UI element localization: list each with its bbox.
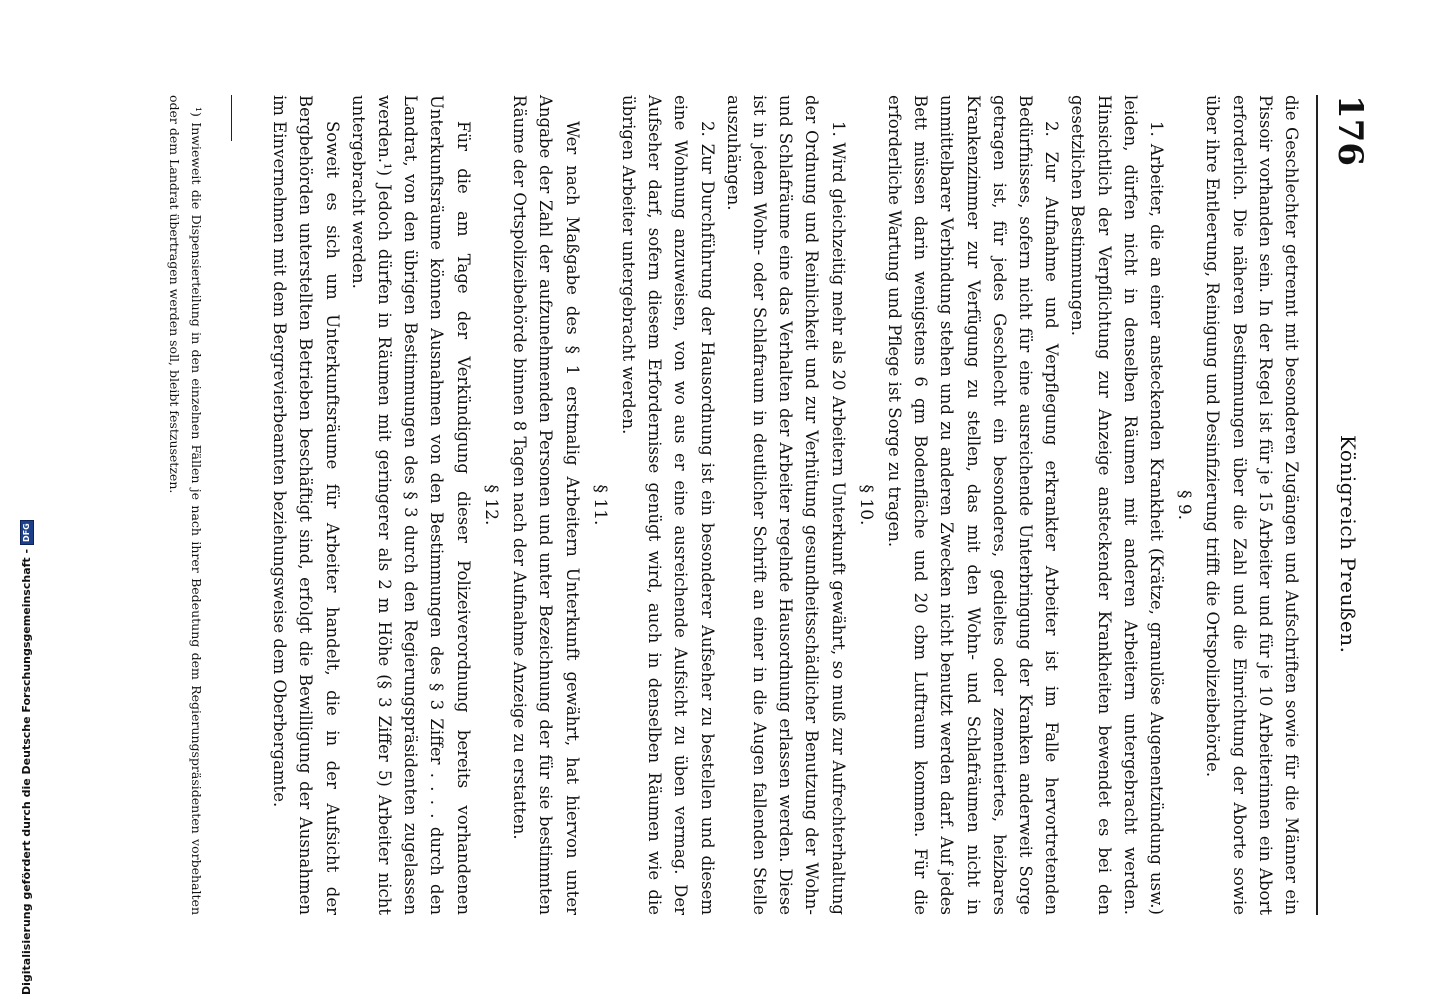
running-head: Königreich Preußen. <box>1336 435 1360 654</box>
footnote-rule <box>231 95 232 141</box>
footnote: ¹) Inwieweit die Dispensierteilung in den einzelnen Fällen je nach ihrer Bedeutung dem Regierungspräsidenten vorbehalten oder dem Landrat übertragen werden soll, bleibt festzusetzen. <box>167 95 205 915</box>
section-10-paragraph-2: 2. Zur Durchführung der Hausordnung ist ein besonderer Aufseher zu bestellen und diesem eine Wohnung anzuweisen, von wo aus er eine ausreichende Aufsicht zu üben vermag. Der Aufseher darf, sofern diesem Erfordernisse genügt wird, auch in denselben Räumen wie die übrigen Arbeiter untergebracht werden. <box>618 95 717 915</box>
page-header <box>1320 95 1370 915</box>
section-10-heading: § 10. <box>855 484 876 526</box>
section-10-paragraph-1: 1. Wird gleichzeitig mehr als 20 Arbeitern Unterkunft gewährt, so muß zur Aufrechterhaltung der Ordnung und Reinlichkeit und zur Verhütung gesundheitsschädlicher Benutzung der Wohn- und Schlafräume eine das Verhalten der Arbeiter regelnde Hausordnung erlassen werden. Diese ist in jedem Wohn- oder Schlafraum in deutlicher Schrift an einer in die Augen fallenden Stelle auszuhängen. <box>723 95 848 915</box>
dfg-logo-icon: DFG <box>20 520 34 545</box>
intro-paragraph: die Geschlechter getrennt mit besonderen Zugängen und Aufschriften sowie für die Männer ein Pissoir vorhanden sein. In der Regel ist für je 15 Arbeiter und für je 10 Arbeiterinnen ein Abort erforderlich. Die näheren Bestimmungen über die Zahl und die Einrichtung der Aborte sowie über ihre Entleerung, Reinigung und Desinfizierung trifft die Ortspolizeibehörde. <box>1203 95 1301 915</box>
digitization-credit <box>20 520 34 995</box>
section-12-paragraph-1: Für die am Tage der Verkündigung dieser Polizeiverordnung bereits vorhandenen Unterkunftsräume können Ausnahmen von den Bestimmungen des § 3 Ziffer . . . . durch den Landrat, von den übrigen Bestimmungen des § 3 durch den Regierungspräsidenten zugelassen werden.¹) Jedoch dürfen in Räumen mit geringerer als 2 m Höhe (§ 3 Ziffer 5) Arbeiter nicht untergebracht werden. <box>348 95 473 915</box>
document-page <box>100 95 1370 915</box>
page-number: 176 <box>1330 95 1370 166</box>
section-12-heading: § 12. <box>480 484 501 526</box>
credit-text: Digitalisierung gefördert durch die Deutsche Forschungsgemeinschaft - <box>20 548 33 995</box>
section-11-heading: § 11. <box>589 484 610 526</box>
section-12-paragraph-2: Soweit es sich um Unterkunftsräume für Arbeiter handelt, die in der Aufsicht der Bergbehörden unterstellten Betrieben beschäftigt sind, erfolgt die Bewilligung der Ausnahmen im Einvernehmen mit dem Bergrevierbeamten beziehungsweise dem Oberbergamte. <box>270 95 342 915</box>
section-9-paragraph-2: 2. Zur Aufnahme und Verpflegung erkrankter Arbeiter ist im Falle hervortretenden Bedürfnisses, sofern nicht für eine ausreichende Unterbringung der Kranken anderweit Sorge getragen ist, für jedes Geschlecht ein besonderes, gedieltes oder zementiertes, heizbares Krankenzimmer zur Verfügung zu stellen, das mit den Wohn- und Schlafräumen nicht in unmittelbarer Verbindung stehen und zu anderen Zwecken nicht benutzt werden darf. Auf jedes Bett müssen darin wenigstens 6 qm Bodenfläche und 20 cbm Luftraum kommen. Für die erforderliche Wartung und Pflege ist Sorge zu tragen. <box>884 95 1062 915</box>
body-text <box>266 95 1304 915</box>
section-11-paragraph-1: Wer nach Maßgabe des § 1 erstmalig Arbeitern Unterkunft gewährt, hat hiervon unter Angabe der Zahl der aufzunehmenden Personen und unter Bezeichnung der für sie bestimmten Räume der Ortspolizeibehörde binnen 8 Tagen nach der Aufnahme Anzeige zu erstatten. <box>510 95 582 915</box>
section-9-paragraph-1: 1. Arbeiter, die an einer ansteckenden Krankheit (Krätze, granulöse Augenentzündung usw.) leiden, dürfen nicht in denselben Räumen mit anderen Arbeitern untergebracht werden. Hinsichtlich der Verpflichtung zur Anzeige ansteckender Krankheiten bewendet es bei den gesetzlichen Bestimmungen. <box>1068 95 1166 915</box>
section-9-heading: § 9. <box>1174 489 1195 521</box>
header-rule <box>1316 95 1318 915</box>
